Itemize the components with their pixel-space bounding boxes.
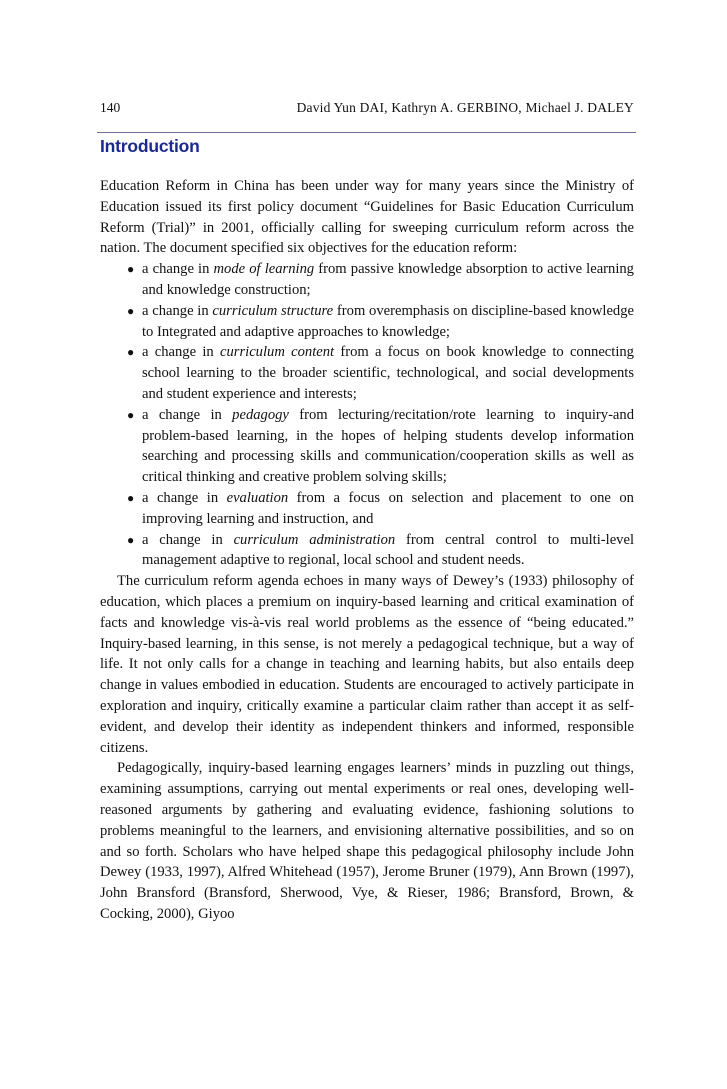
bullet-icon: ● bbox=[127, 532, 135, 547]
objective-emphasis: curriculum structure bbox=[212, 302, 334, 319]
list-item bbox=[100, 301, 634, 343]
bullet-icon: ● bbox=[127, 345, 135, 360]
paragraph-dewey: The curriculum reform agenda echoes in many ways of Dewey’s (1933) philosophy of education, which places a premium on inquiry-based learning and critical examination of facts and knowledge vis-à-vis real world problems as the essence of “being educated.” Inquiry-based learning, in this sense, is not merely a pedagogical technique, but a way of life. It not only calls for a change in teaching and learning habits, but also entails deep change in values embodied in education. Students are encouraged to actively participate in exploration and inquiry, critically examine a particular claim rather than accept it as self-evident, and develop their identity as independent thinkers and informed, responsible citizens. bbox=[100, 573, 634, 756]
objective-rest: from central control to multi-level management adaptive to regional, local school and student needs. bbox=[142, 531, 634, 569]
header-rule bbox=[97, 132, 636, 133]
bullet-icon: ● bbox=[127, 490, 135, 505]
list-item bbox=[100, 488, 634, 530]
objective-prefix: a change in bbox=[142, 261, 214, 278]
running-head bbox=[100, 98, 634, 118]
objectives-list bbox=[100, 259, 634, 571]
objective-prefix: a change in bbox=[142, 531, 234, 548]
intro-paragraph: Education Reform in China has been under way for many years since the Ministry of Education issued its first policy document “Guidelines for Basic Education Curriculum Reform (Trial)” in 2001, officially calling for sweeping curriculum reform across the nation. The document specified six objectives for the education reform: bbox=[100, 178, 634, 257]
objective-rest: from overemphasis on discipline-based knowledge to Integrated and adaptive approaches to knowledge; bbox=[142, 302, 634, 340]
bullet-icon: ● bbox=[127, 303, 135, 318]
objective-rest: from a focus on book knowledge to connecting school learning to the broader scientific, technological, and social developments and student experience and interests; bbox=[142, 344, 634, 402]
page-number: 140 bbox=[100, 100, 121, 115]
paragraph-pedagogy: Pedagogically, inquiry-based learning engages learners’ minds in puzzling out things, examining assumptions, carrying out mental experiments or real ones, developing well-reasoned arguments by gathering and evaluating evidence, fashioning solutions to problems meaningful to the learners, and envisioning alternative possibilities, and so on and so forth. Scholars who have helped shape this pedagogical philosophy include John Dewey (1933, 1997), Alfred Whitehead (1957), Jerome Bruner (1979), Ann Brown (1997), John Bransford (Bransford, Sherwood, Vye, & Rieser, 1986; Bransford, Brown, & Cocking, 2000), Giyoo bbox=[100, 760, 634, 922]
list-item bbox=[100, 530, 634, 572]
objective-prefix: a change in bbox=[142, 302, 213, 319]
objective-prefix: a change in bbox=[142, 406, 233, 423]
objective-emphasis: curriculum administration bbox=[233, 531, 396, 548]
objective-emphasis: curriculum content bbox=[220, 344, 335, 361]
list-item bbox=[100, 342, 634, 404]
bullet-icon: ● bbox=[127, 407, 135, 422]
objective-rest: from lecturing/recitation/rote learning to inquiry-and problem-based learning, in the hopes of helping students develop information searching and processing skills and communication/cooperation skills as well as critical thinking and creative problem solving skills; bbox=[142, 406, 634, 486]
objective-emphasis: evaluation bbox=[226, 489, 289, 506]
objective-emphasis: mode of learning bbox=[213, 261, 315, 278]
list-item bbox=[100, 405, 634, 488]
objective-prefix: a change in bbox=[142, 344, 220, 361]
objective-rest: from a focus on selection and placement to one on improving learning and instruction, and bbox=[142, 489, 634, 527]
list-item bbox=[100, 259, 634, 301]
objective-rest: from passive knowledge absorption to active learning and knowledge construction; bbox=[142, 261, 634, 298]
objective-emphasis: pedagogy bbox=[232, 406, 289, 423]
bullet-icon: ● bbox=[127, 262, 135, 277]
running-head-authors: David Yun DAI, Kathryn A. GERBINO, Michael J. DALEY bbox=[296, 100, 634, 115]
section-heading: Introduction bbox=[100, 136, 200, 156]
body-text bbox=[100, 176, 634, 925]
objective-prefix: a change in bbox=[142, 489, 227, 506]
